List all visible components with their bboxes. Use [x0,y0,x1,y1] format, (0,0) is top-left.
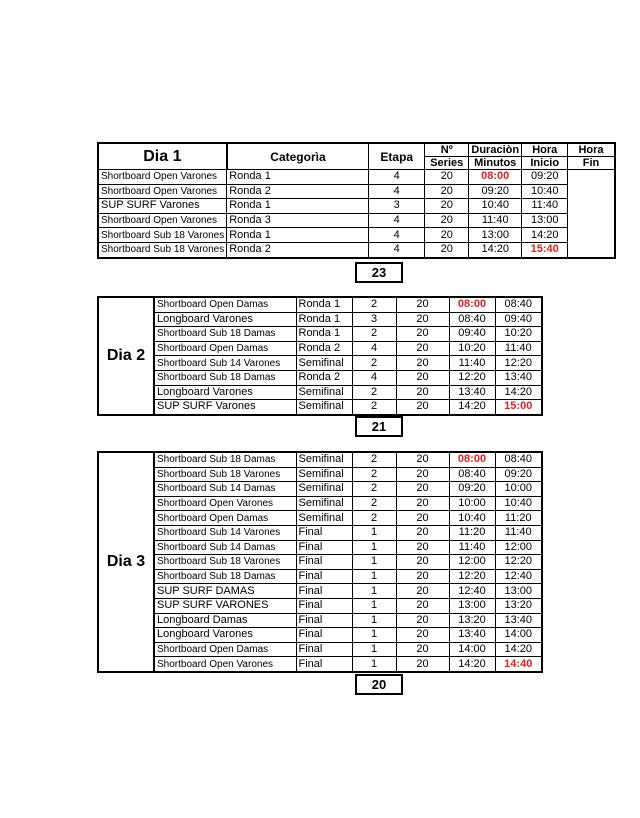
end-time-cell: 11:20 [495,511,542,526]
category-cell: Shortboard Sub 18 Damas [154,370,296,385]
start-time-cell: 13:40 [449,385,495,400]
duration-cell: 20 [425,170,469,185]
series-count-cell: 2 [352,511,396,526]
series-count-cell: 4 [369,170,425,185]
category-cell: Shortboard Sub 14 Varones [154,356,296,371]
start-time-cell: 10:40 [449,511,495,526]
start-time-cell: 14:20 [449,400,495,415]
schedule-row [98,356,542,371]
schedule-row [98,199,615,214]
end-time-cell: 10:00 [495,482,542,497]
category-cell: Shortboard Open Damas [154,341,296,356]
schedule-row [98,370,542,385]
stage-cell: Ronda 1 [227,199,369,214]
series-count-cell: 1 [352,540,396,555]
category-cell: Shortboard Open Varones [98,213,227,228]
series-count-cell: 2 [352,482,396,497]
day-1-total: 23 [355,262,403,283]
category-cell: Longboard Varones [154,312,296,327]
category-cell: Shortboard Open Varones [154,657,296,672]
day-label: Dia 1 [98,143,227,170]
schedule-row [98,400,542,415]
schedule-row [98,452,542,467]
schedule-row [98,228,615,243]
end-time-cell: 15:40 [522,242,568,257]
header-fin-bottom: Fin [568,157,615,170]
category-cell: Shortboard Sub 18 Varones [154,555,296,570]
duration-cell: 20 [396,467,449,482]
category-cell: Shortboard Sub 18 Varones [98,228,227,243]
category-cell: Shortboard Sub 14 Damas [154,482,296,497]
stage-cell: Final [296,613,352,628]
duration-cell: 20 [396,613,449,628]
schedule-row [98,555,542,570]
day-1-schedule-table [97,142,616,259]
start-time-cell: 11:40 [449,356,495,371]
schedule-row [98,482,542,497]
duration-cell: 20 [396,312,449,327]
schedule-row [98,598,542,613]
category-cell: Shortboard Open Varones [154,496,296,511]
duration-cell: 20 [396,540,449,555]
schedule-row [98,467,542,482]
stage-cell: Ronda 2 [227,184,369,199]
duration-cell: 20 [396,341,449,356]
start-time-cell: 12:00 [449,555,495,570]
category-cell: Shortboard Sub 18 Damas [154,327,296,342]
header-row-top [98,143,615,157]
series-count-cell: 2 [352,400,396,415]
day-label: Dia 2 [98,297,154,415]
schedule-row [98,341,542,356]
stage-cell: Ronda 3 [227,213,369,228]
end-time-cell: 14:00 [495,628,542,643]
series-count-cell: 4 [369,213,425,228]
end-time-cell: 12:40 [495,569,542,584]
stage-cell: Ronda 1 [227,228,369,243]
series-count-cell: 1 [352,569,396,584]
start-time-cell: 08:40 [449,312,495,327]
series-count-cell: 1 [352,598,396,613]
duration-cell: 20 [396,628,449,643]
start-time-cell: 09:20 [469,184,522,199]
category-cell: SUP SURF DAMAS [154,584,296,599]
duration-cell: 20 [396,452,449,467]
stage-cell: Semifinal [296,496,352,511]
end-time-cell: 10:20 [495,327,542,342]
start-time-cell: 08:00 [469,170,522,185]
start-time-cell: 09:40 [449,327,495,342]
stage-cell: Ronda 1 [227,170,369,185]
stage-cell: Ronda 1 [296,327,352,342]
start-time-cell: 12:20 [449,370,495,385]
duration-cell: 20 [425,213,469,228]
schedule-row [98,297,542,312]
day-label: Dia 3 [98,452,154,672]
end-time-cell: 11:40 [522,199,568,214]
stage-cell: Semifinal [296,511,352,526]
category-cell: Shortboard Sub 18 Damas [154,452,296,467]
duration-cell: 20 [396,327,449,342]
series-count-cell: 2 [352,452,396,467]
stage-cell: Ronda 1 [296,297,352,312]
category-cell: Longboard Damas [154,613,296,628]
day-1-rows [98,170,615,258]
series-count-cell: 4 [352,370,396,385]
header-n-bottom: Series [425,157,469,170]
start-time-cell: 11:20 [449,525,495,540]
stage-cell: Final [296,657,352,672]
start-time-cell: 10:40 [469,199,522,214]
duration-cell: 20 [425,228,469,243]
stage-cell: Ronda 2 [296,370,352,385]
header-duracion-top: Duraciòn [469,143,522,157]
schedule-row [98,327,542,342]
category-cell: Shortboard Sub 18 Varones [154,467,296,482]
series-count-cell: 2 [352,327,396,342]
schedule-row [98,184,615,199]
schedule-row [98,312,542,327]
end-time-cell: 12:20 [495,356,542,371]
series-count-cell: 3 [369,199,425,214]
series-count-cell: 1 [352,628,396,643]
start-time-cell: 14:20 [469,242,522,257]
end-time-cell: 10:40 [522,184,568,199]
schedule-row [98,496,542,511]
stage-cell: Semifinal [296,452,352,467]
duration-cell: 20 [396,356,449,371]
series-count-cell: 2 [352,467,396,482]
duration-cell: 20 [396,657,449,672]
schedule-row [98,628,542,643]
start-time-cell: 11:40 [469,213,522,228]
start-time-cell: 08:00 [449,452,495,467]
category-cell: Shortboard Sub 14 Damas [154,540,296,555]
duration-cell: 20 [396,525,449,540]
series-count-cell: 3 [352,312,396,327]
duration-cell: 20 [396,370,449,385]
series-count-cell: 2 [352,356,396,371]
end-time-cell: 15:00 [495,400,542,415]
duration-cell: 20 [396,598,449,613]
category-cell: Shortboard Sub 14 Varones [154,525,296,540]
category-cell: SUP SURF VARONES [154,598,296,613]
duration-cell: 20 [425,184,469,199]
series-count-cell: 2 [352,385,396,400]
end-time-cell: 14:40 [495,657,542,672]
series-count-cell: 4 [369,242,425,257]
start-time-cell: 12:20 [449,569,495,584]
schedule-row [98,511,542,526]
end-time-cell: 11:40 [495,341,542,356]
stage-cell: Semifinal [296,467,352,482]
end-time-cell: 13:00 [522,213,568,228]
stage-cell: Final [296,598,352,613]
duration-cell: 20 [425,242,469,257]
stage-cell: Ronda 1 [296,312,352,327]
stage-cell: Final [296,642,352,657]
duration-cell: 20 [396,385,449,400]
start-time-cell: 13:40 [449,628,495,643]
start-time-cell: 11:40 [449,540,495,555]
stage-cell: Final [296,555,352,570]
end-time-cell: 12:20 [495,555,542,570]
start-time-cell: 10:20 [449,341,495,356]
header-duracion-bottom: Minutos [469,157,522,170]
stage-cell: Ronda 2 [296,341,352,356]
end-time-cell: 12:00 [495,540,542,555]
end-time-cell: 14:20 [522,228,568,243]
series-count-cell: 1 [352,642,396,657]
stage-cell: Final [296,628,352,643]
schedule-row [98,613,542,628]
start-time-cell: 09:20 [449,482,495,497]
series-count-cell: 4 [369,184,425,199]
end-time-cell: 14:20 [495,642,542,657]
day-3-rows [98,452,542,672]
day-3-schedule-table [97,451,543,673]
series-count-cell: 2 [352,496,396,511]
stage-cell: Semifinal [296,400,352,415]
duration-cell: 20 [425,199,469,214]
stage-cell: Final [296,540,352,555]
schedule-row [98,242,615,257]
stage-cell: Semifinal [296,482,352,497]
stage-cell: Semifinal [296,356,352,371]
category-cell: Shortboard Sub 18 Damas [154,569,296,584]
schedule-row [98,170,615,185]
series-count-cell: 1 [352,555,396,570]
duration-cell: 20 [396,569,449,584]
start-time-cell: 10:00 [449,496,495,511]
schedule-row [98,584,542,599]
series-count-cell: 1 [352,584,396,599]
start-time-cell: 14:20 [449,657,495,672]
day-3-total: 20 [355,674,403,695]
series-count-cell: 2 [352,297,396,312]
day-2-rows [98,297,542,415]
end-time-cell: 14:20 [495,385,542,400]
end-time-cell: 13:20 [495,598,542,613]
start-time-cell: 08:00 [449,297,495,312]
category-cell: Longboard Varones [154,385,296,400]
start-time-cell: 13:00 [469,228,522,243]
category-cell: Shortboard Open Damas [154,297,296,312]
header-inicio-top: Hora [522,143,568,157]
end-time-cell: 08:40 [495,297,542,312]
header-etapa: Etapa [369,143,425,170]
duration-cell: 20 [396,584,449,599]
category-cell: SUP SURF Varones [154,400,296,415]
start-time-cell: 13:00 [449,598,495,613]
stage-cell: Semifinal [296,385,352,400]
header-categoria: Categorìa [227,143,369,170]
schedule-row [98,213,615,228]
day-2-schedule-table [97,296,543,416]
schedule-row [98,642,542,657]
stage-cell: Final [296,584,352,599]
category-cell: Shortboard Sub 18 Varones [98,242,227,257]
category-cell: Shortboard Open Damas [154,511,296,526]
series-count-cell: 1 [352,613,396,628]
category-cell: Shortboard Open Varones [98,184,227,199]
series-count-cell: 1 [352,657,396,672]
end-time-cell: 11:40 [495,525,542,540]
end-time-cell: 10:40 [495,496,542,511]
day-2-total: 21 [355,416,403,437]
duration-cell: 20 [396,511,449,526]
header-inicio-bottom: Inicio [522,157,568,170]
start-time-cell: 12:40 [449,584,495,599]
duration-cell: 20 [396,297,449,312]
duration-cell: 20 [396,555,449,570]
schedule-row [98,540,542,555]
start-time-cell: 14:00 [449,642,495,657]
end-time-cell: 09:20 [522,170,568,185]
schedule-row [98,525,542,540]
end-time-cell: 13:40 [495,370,542,385]
start-time-cell: 13:20 [449,613,495,628]
series-count-cell: 1 [352,525,396,540]
duration-cell: 20 [396,400,449,415]
end-time-cell: 13:40 [495,613,542,628]
category-cell: Longboard Varones [154,628,296,643]
series-count-cell: 4 [369,228,425,243]
duration-cell: 20 [396,482,449,497]
end-time-cell: 09:40 [495,312,542,327]
stage-cell: Ronda 2 [227,242,369,257]
category-cell: SUP SURF Varones [98,199,227,214]
end-time-cell: 08:40 [495,452,542,467]
end-time-cell: 09:20 [495,467,542,482]
stage-cell: Final [296,569,352,584]
start-time-cell: 08:40 [449,467,495,482]
stage-cell: Final [296,525,352,540]
end-time-cell: 13:00 [495,584,542,599]
duration-cell: 20 [396,496,449,511]
duration-cell: 20 [396,642,449,657]
schedule-row [98,385,542,400]
series-count-cell: 4 [352,341,396,356]
category-cell: Shortboard Open Varones [98,170,227,185]
schedule-row [98,569,542,584]
schedule-row [98,657,542,672]
header-fin-top: Hora [568,143,615,157]
header-n-top: Nº [425,143,469,157]
category-cell: Shortboard Open Damas [154,642,296,657]
